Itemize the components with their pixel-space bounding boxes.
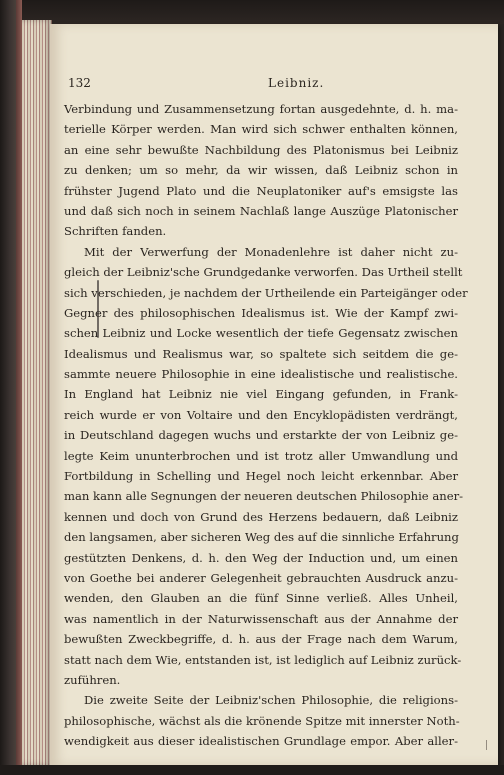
text-line: gleich der Leibniz'sche Grundgedanke verworfen. Das Urtheil stellt: [64, 265, 463, 280]
text-line: sammte neuere Philosophie in eine idealistische und realistische.: [64, 367, 458, 382]
text-line: sich verschieden, je nachdem der Urtheilende ein Parteigänger oder: [64, 285, 468, 300]
page-header: [66, 76, 486, 96]
text-line: kennen und doch von Grund des Herzens bedauern, daß Leibniz: [64, 509, 458, 524]
text-line: und daß sich noch in seinem Nachlaß lange Auszüge Platonischer: [64, 203, 458, 218]
text-line: Gegner des philosophischen Idealismus ist. Wie der Kampf zwi-: [64, 305, 458, 320]
body-text: [64, 99, 468, 752]
book-spine: [0, 0, 16, 775]
text-line: zu denken; um so mehr, da wir wissen, daß Leibniz schon in: [64, 163, 458, 178]
text-line: gestützten Denkens, d. h. den Weg der Induction und, um einen: [64, 550, 458, 565]
text-line: Verbindung und Zusammensetzung fortan ausgedehnte, d. h. ma-: [64, 102, 458, 116]
text-line: wenden, den Glauben an die fünf Sinne verließ. Alles Unheil,: [64, 591, 458, 606]
text-line: an eine sehr bewußte Nachbildung des Platonismus bei Leibniz: [64, 142, 458, 157]
text-line: man kann alle Segnungen der neueren deutschen Philosophie aner-: [64, 489, 464, 504]
page-number: 132: [68, 76, 91, 90]
text-line: bewußten Zweckbegriffe, d. h. aus der Frage nach dem Warum,: [64, 632, 458, 647]
text-line: In England hat Leibniz nie viel Eingang gefunden, in Frank-: [64, 387, 458, 402]
page-edges: [22, 20, 52, 765]
background-bottom: [0, 765, 504, 775]
text-line: von Goethe bei anderer Gelegenheit gebrauchten Ausdruck anzu-: [64, 570, 458, 585]
text-line: philosophische, wächst als die krönende Spitze mit innerster Noth-: [64, 713, 460, 728]
margin-tick: [486, 740, 487, 750]
text-line: Schriften fanden.: [64, 224, 167, 239]
running-head: Leibniz.: [268, 76, 325, 90]
text-line: legte Keim ununterbrochen und ist trotz aller Umwandlung und: [64, 448, 458, 463]
text-line: Fortbildung in Schelling und Hegel noch leicht erkennbar. Aber: [64, 469, 458, 484]
text-line: zuführen.: [64, 672, 121, 687]
text-line: wendigkeit aus dieser idealistischen Grundlage empor. Aber aller-: [64, 734, 458, 749]
text-line: Mit der Verwerfung der Monadenlehre ist daher nicht zu-: [84, 244, 458, 259]
text-line: statt nach dem Wie, entstanden ist, ist lediglich auf Leibniz zurück-: [64, 652, 462, 667]
text-line: den langsamen, aber sicheren Weg des auf die sinnliche Erfahrung: [64, 530, 459, 545]
text-line: Idealismus und Realismus war, so spaltete sich seitdem die ge-: [64, 346, 458, 361]
text-line: Die zweite Seite der Leibniz'schen Philosophie, die religions-: [84, 693, 458, 708]
text-line: was namentlich in der Naturwissenschaft aus der Annahme der: [64, 611, 458, 626]
text-line: frühster Jugend Plato und die Neuplatoniker auf's emsigste las: [64, 183, 458, 198]
background-top: [0, 0, 504, 24]
text-line: terielle Körper werden. Man wird sich schwer enthalten können,: [64, 122, 458, 137]
text-line: in Deutschland dagegen wuchs und erstarkte der von Leibniz ge-: [64, 428, 458, 443]
text-line: reich wurde er von Voltaire und den Encyklopädisten verdrängt,: [64, 407, 458, 422]
text-line: schen Leibniz und Locke wesentlich der tiefe Gegensatz zwischen: [64, 326, 458, 341]
